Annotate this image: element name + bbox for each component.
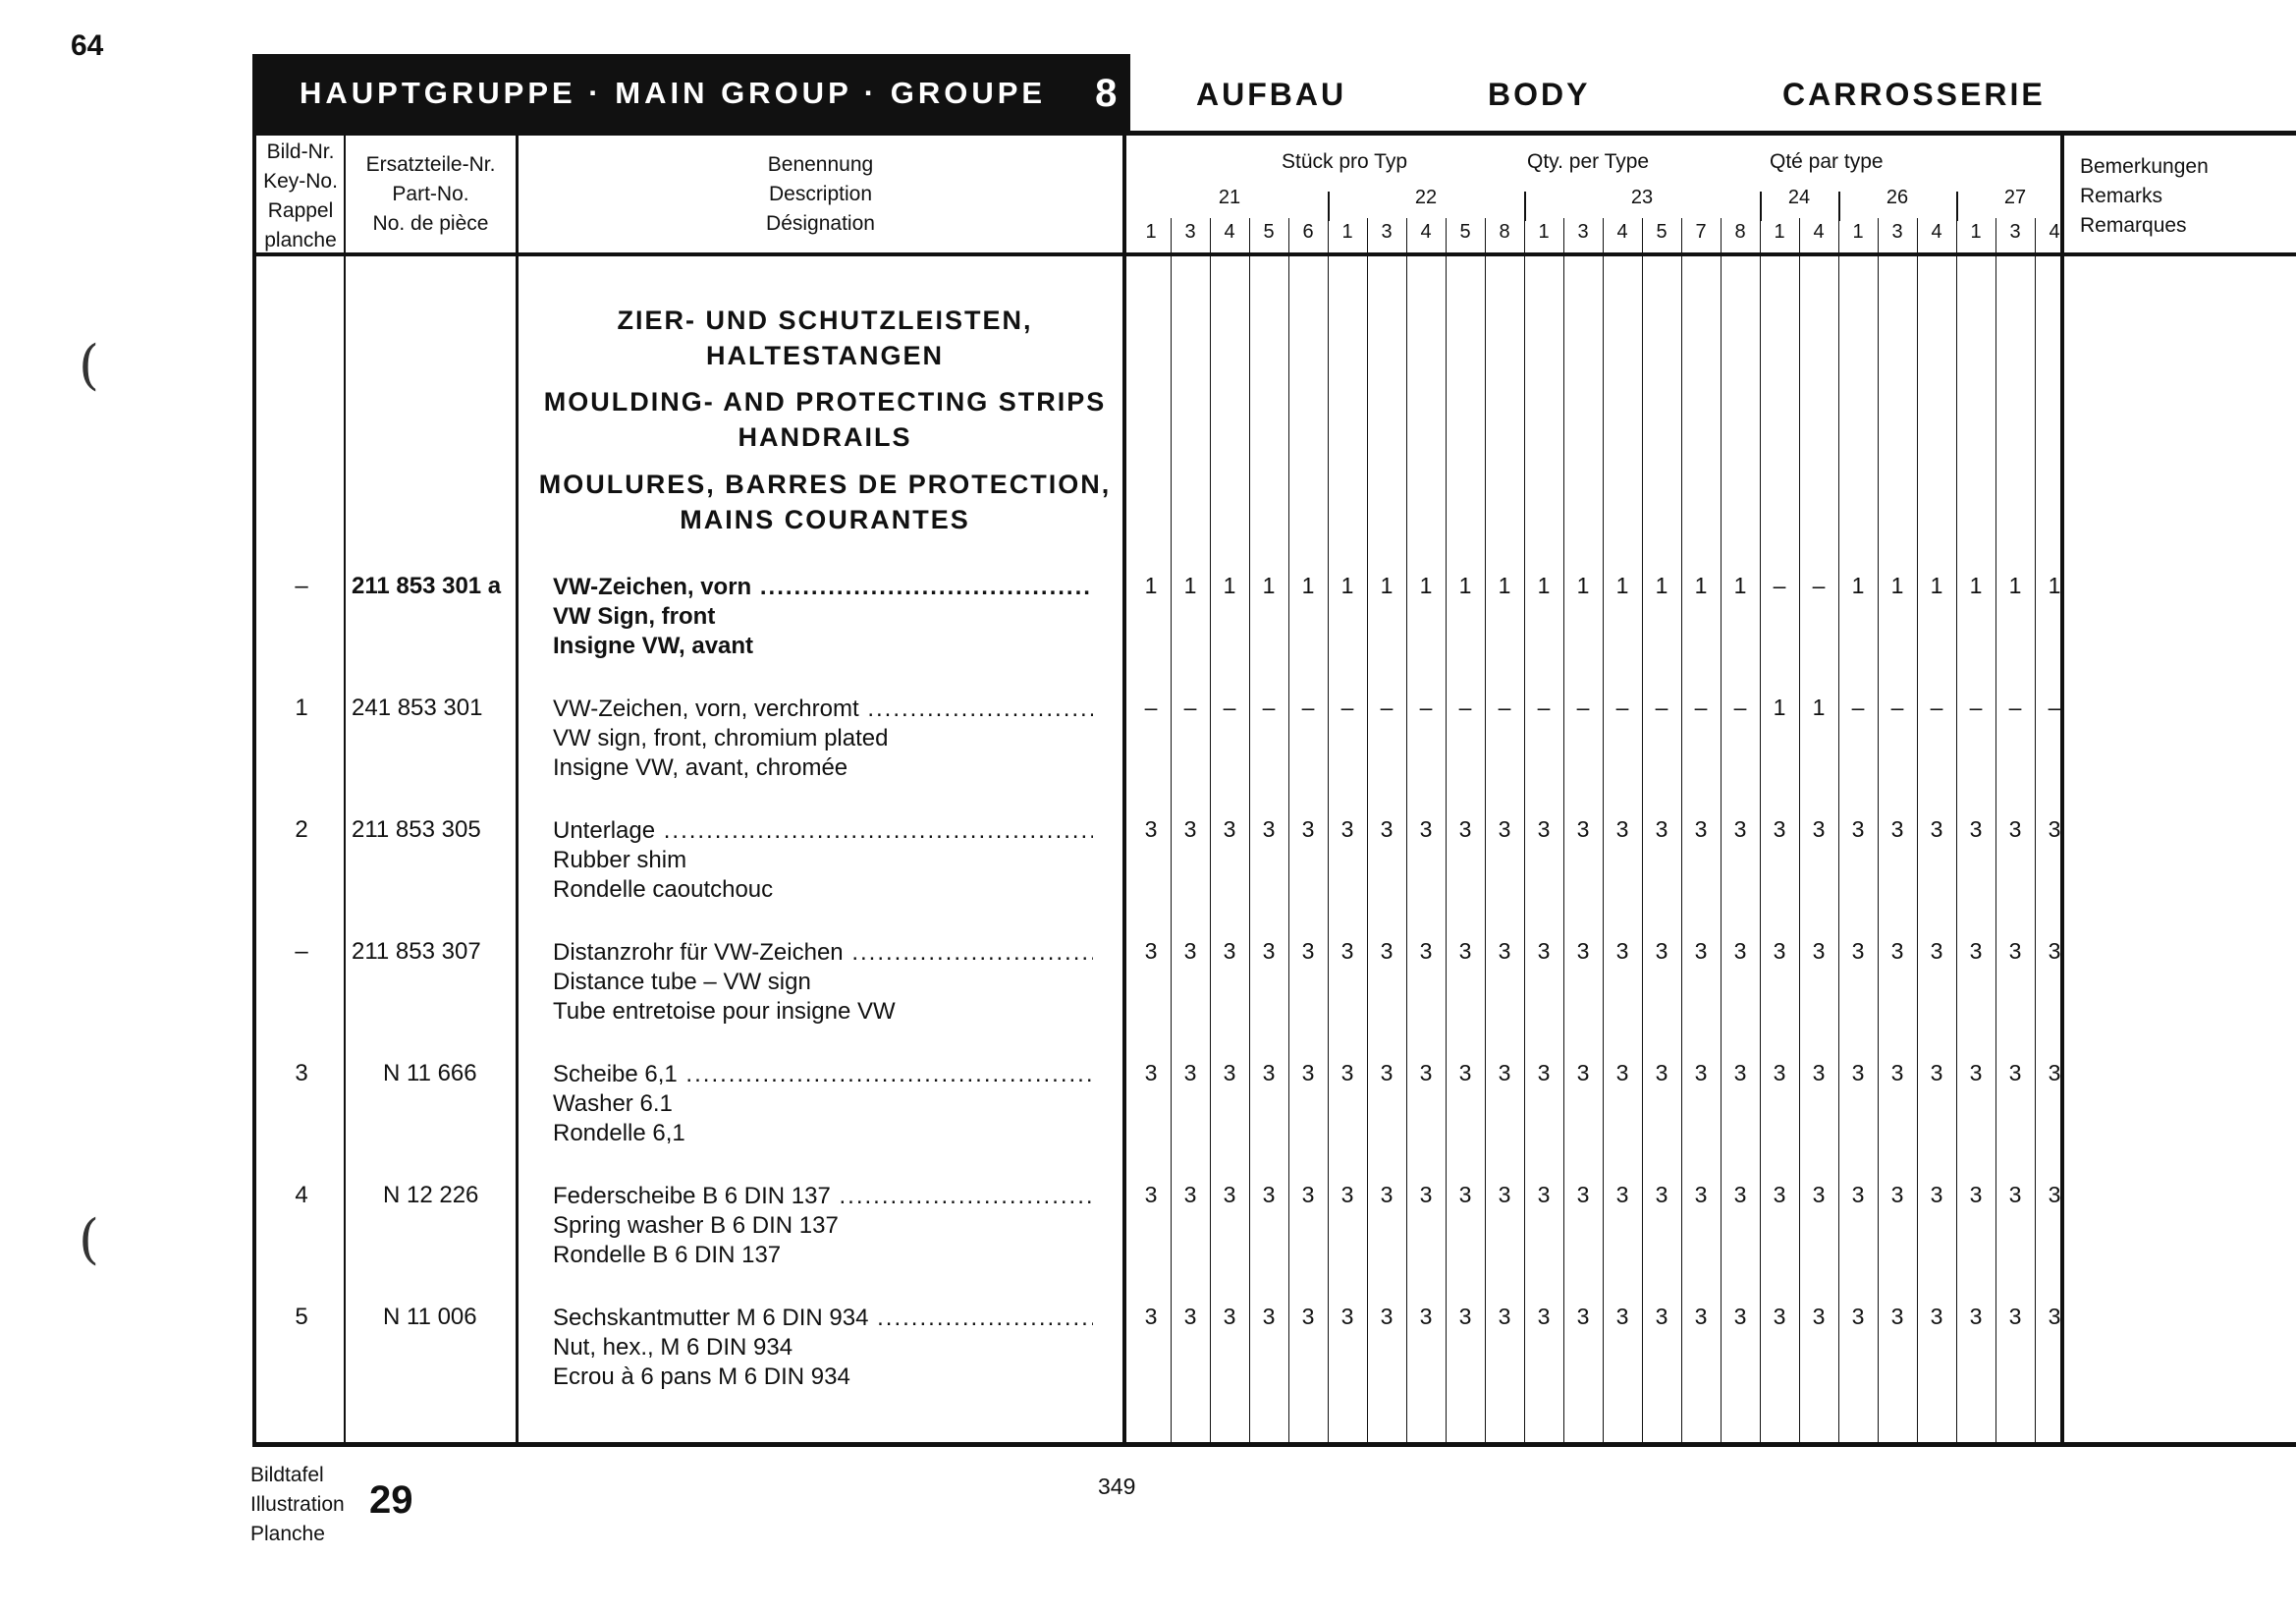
type-sub-label: 5	[1459, 221, 1471, 243]
qty-cell: 3	[1223, 1304, 1236, 1329]
row-key-no: –	[295, 938, 308, 965]
description-de: Distanzrohr für VW-Zeichen .....	[553, 938, 1093, 968]
qty-cell: 3	[2048, 938, 2061, 964]
qty-cell: 3	[1694, 1182, 1708, 1207]
type-sub-label: 1	[1145, 221, 1157, 243]
part-header-en: Part-No.	[392, 183, 469, 205]
qty-cell: 3	[1890, 1304, 1904, 1329]
type-sub-label: 3	[1577, 221, 1589, 243]
description-en: Spring washer B 6 DIN 137	[553, 1212, 839, 1239]
qty-cell: –	[1262, 695, 1276, 720]
qty-cell: 1	[2008, 573, 2022, 598]
qty-cell: 1	[1733, 573, 1747, 598]
qty-cell: –	[1694, 695, 1708, 720]
qty-cell: 1	[1694, 573, 1708, 598]
qty-cell: 3	[1183, 1060, 1197, 1085]
row-description	[553, 816, 1093, 905]
type-group-label: 27	[2003, 187, 2027, 208]
description-de: Sechskantmutter M 6 DIN 934 .....	[553, 1304, 1093, 1333]
qty-cell: 3	[1812, 816, 1826, 842]
type-sub-label: 3	[1381, 221, 1393, 243]
qty-cell: –	[1183, 695, 1197, 720]
plate-number: 29	[369, 1478, 413, 1522]
qty-cell: –	[1655, 695, 1668, 720]
qty-cell: 3	[1419, 938, 1433, 964]
qty-cell: 1	[1851, 573, 1865, 598]
description-fr: Insigne VW, avant, chromée	[553, 754, 848, 781]
description-de: VW-Zeichen, vorn, verchromt .....	[553, 695, 1093, 724]
row-part-no: 211 853 305	[352, 816, 481, 843]
qty-cell: 3	[2048, 816, 2061, 842]
main-group-label: HAUPTGRUPPE · MAIN GROUP · GROUPE	[300, 76, 1047, 110]
type-sub-label: 3	[2009, 221, 2021, 243]
qty-cell: 1	[1419, 573, 1433, 598]
plate-label-de: Bildtafel	[250, 1464, 324, 1486]
type-sub-label: 1	[1970, 221, 1982, 243]
qty-cell: 3	[1733, 938, 1747, 964]
type-sub-label: 3	[1891, 221, 1903, 243]
qty-cell: 3	[1301, 1060, 1315, 1085]
qty-cell: 3	[1851, 938, 1865, 964]
description-fr: Tube entretoise pour insigne VW	[553, 998, 896, 1025]
qty-cell: 3	[1576, 1060, 1590, 1085]
qty-cell: 3	[1890, 1060, 1904, 1085]
qty-cell: –	[1301, 695, 1315, 720]
section-title-de-2: HALTESTANGEN	[706, 341, 944, 370]
type-group-divider	[1328, 192, 1330, 221]
description-fr: Ecrou à 6 pans M 6 DIN 934	[553, 1363, 850, 1390]
qty-cell: 1	[1223, 573, 1236, 598]
type-sub-label: 7	[1695, 221, 1707, 243]
qty-cell: 3	[1615, 1060, 1629, 1085]
qty-cell: –	[1969, 695, 1983, 720]
qty-cell: 3	[1851, 1182, 1865, 1207]
qty-cell: 3	[1969, 1060, 1983, 1085]
qty-cell: 1	[1262, 573, 1276, 598]
row-key-no: 3	[295, 1060, 308, 1086]
qty-cell: 3	[1340, 938, 1354, 964]
qty-cell: 3	[1733, 1304, 1747, 1329]
qty-cell: –	[2008, 695, 2022, 720]
qty-cell: 3	[1458, 1304, 1472, 1329]
qty-cell: 3	[1419, 1060, 1433, 1085]
qty-cell: 3	[1615, 938, 1629, 964]
qty-cell: 3	[1537, 1060, 1551, 1085]
qty-cell: 3	[1223, 938, 1236, 964]
qty-cell: 1	[1773, 695, 1786, 720]
qty-cell: 3	[1183, 1182, 1197, 1207]
key-no-header	[257, 138, 344, 255]
qty-cell: 1	[1458, 573, 1472, 598]
header-rule	[1130, 131, 2296, 136]
punch-hole-mark: (	[79, 334, 100, 396]
qty-cell: 3	[1930, 1182, 1943, 1207]
qty-cell: 3	[1419, 1304, 1433, 1329]
type-sub-label: 4	[2049, 221, 2060, 243]
plate-label-fr: Planche	[250, 1523, 325, 1545]
qty-cell: 3	[1812, 1304, 1826, 1329]
column-divider	[344, 133, 346, 1446]
type-sub-label: 8	[1734, 221, 1746, 243]
main-group-banner	[252, 54, 1130, 133]
qty-cell: 3	[1655, 1060, 1668, 1085]
qty-cell: 3	[1576, 1182, 1590, 1207]
qty-cell: 3	[1576, 816, 1590, 842]
row-description	[553, 938, 1093, 1027]
qty-cell: 1	[1301, 573, 1315, 598]
qty-cell: 3	[1380, 1182, 1394, 1207]
row-key-no: 1	[295, 695, 308, 721]
type-sub-label: 1	[1341, 221, 1353, 243]
qty-header-de: Stück pro Typ	[1282, 150, 1408, 173]
qty-cell: 1	[1576, 573, 1590, 598]
qty-cell: 3	[1223, 1182, 1236, 1207]
description-fr: Rondelle B 6 DIN 137	[553, 1242, 782, 1268]
qty-cell: 3	[1576, 938, 1590, 964]
qty-cell: 1	[1930, 573, 1943, 598]
qty-cell: 3	[1969, 1304, 1983, 1329]
qty-cell: 3	[1144, 816, 1158, 842]
type-group-divider	[1524, 192, 1526, 221]
row-key-no: –	[295, 573, 308, 599]
qty-cell: 3	[1812, 938, 1826, 964]
qty-cell: 3	[1890, 816, 1904, 842]
page-number: 64	[71, 29, 104, 62]
qty-cell: 3	[1576, 1304, 1590, 1329]
section-title-fr-2: MAINS COURANTES	[680, 505, 970, 534]
remarks-header-de: Bemerkungen	[2080, 155, 2209, 178]
qty-cell: 3	[1773, 1060, 1786, 1085]
qty-cell: 3	[1930, 816, 1943, 842]
qty-cell: 3	[1655, 1304, 1668, 1329]
type-sub-label: 1	[1774, 221, 1785, 243]
qty-cell: 3	[1301, 1182, 1315, 1207]
qty-cell: –	[1419, 695, 1433, 720]
qty-cell: 3	[1262, 1304, 1276, 1329]
type-group-divider	[1760, 192, 1762, 221]
plate-labels	[250, 1461, 345, 1549]
qty-cell: 3	[1655, 938, 1668, 964]
qty-cell: 3	[1537, 1182, 1551, 1207]
description-header	[519, 150, 1122, 239]
qty-cell: 3	[1262, 1182, 1276, 1207]
description-de: Federscheibe B 6 DIN 137 .....	[553, 1182, 1093, 1211]
header-bottom-rule	[252, 252, 2296, 256]
row-key-no: 4	[295, 1182, 308, 1208]
section-title-fr-1: MOULURES, BARRES DE PROTECTION,	[538, 470, 1112, 499]
part-no-header	[346, 150, 516, 239]
qty-cell: 3	[1733, 1060, 1747, 1085]
qty-cell: 3	[1694, 1304, 1708, 1329]
qty-cell: 1	[1340, 573, 1354, 598]
qty-cell: 3	[1694, 1060, 1708, 1085]
qty-cell: 3	[1655, 816, 1668, 842]
qty-cell: 3	[2048, 1182, 2061, 1207]
header-rule	[252, 131, 1130, 136]
row-part-no: N 11 666	[383, 1060, 477, 1086]
qty-cell: 3	[1380, 1060, 1394, 1085]
description-fr: Rondelle caoutchouc	[553, 876, 774, 903]
desc-header-fr: Désignation	[766, 212, 875, 235]
part-header-fr: No. de pièce	[372, 212, 489, 235]
key-header-fr-1: Rappel	[267, 199, 334, 222]
qty-cell: 3	[1890, 1182, 1904, 1207]
qty-cell: 3	[1262, 1060, 1276, 1085]
description-en: Nut, hex., M 6 DIN 934	[553, 1334, 793, 1361]
row-description	[553, 573, 1093, 661]
type-group-divider	[1838, 192, 1840, 221]
desc-header-en: Description	[768, 183, 873, 205]
qty-cell: 3	[1851, 1304, 1865, 1329]
qty-cell: 3	[1694, 938, 1708, 964]
description-de: Scheibe 6,1 .....	[553, 1060, 1093, 1089]
table-border	[252, 133, 256, 1446]
qty-cell: –	[1458, 695, 1472, 720]
description-fr: Insigne VW, avant	[553, 633, 754, 659]
type-group-label: 21	[1218, 187, 1241, 208]
row-description	[553, 1060, 1093, 1148]
qty-cell: 1	[1498, 573, 1511, 598]
qty-cell: 3	[1537, 816, 1551, 842]
row-part-no: 211 853 307	[352, 938, 481, 965]
qty-cell: –	[1144, 695, 1158, 720]
qty-cell: –	[1851, 695, 1865, 720]
remarks-header-fr: Remarques	[2080, 214, 2187, 237]
row-description	[553, 695, 1093, 783]
qty-cell: 1	[1183, 573, 1197, 598]
center-page-number: 349	[1098, 1474, 1136, 1499]
qty-cell: 3	[1223, 816, 1236, 842]
qty-cell: 1	[2048, 573, 2061, 598]
column-divider	[2060, 133, 2064, 1446]
type-group-label: 23	[1630, 187, 1654, 208]
qty-cell: 3	[1615, 1304, 1629, 1329]
row-part-no: N 12 226	[383, 1182, 479, 1208]
type-sub-label: 5	[1656, 221, 1667, 243]
remarks-header	[2080, 152, 2209, 241]
qty-cell: 3	[1733, 816, 1747, 842]
section-title-en-2: HANDRAILS	[738, 422, 912, 452]
qty-cell: 3	[1890, 938, 1904, 964]
qty-cell: 3	[1419, 816, 1433, 842]
type-sub-label: 8	[1499, 221, 1510, 243]
qty-cell: 3	[1498, 816, 1511, 842]
qty-cell: 1	[1969, 573, 1983, 598]
type-sub-label: 4	[1420, 221, 1432, 243]
qty-cell: 3	[1458, 816, 1472, 842]
qty-cell: –	[1733, 695, 1747, 720]
description-de: Unterlage .....	[553, 816, 1093, 846]
qty-cell: 3	[1144, 1060, 1158, 1085]
qty-cell: –	[2048, 695, 2061, 720]
column-divider	[516, 133, 519, 1446]
row-part-no: N 11 006	[383, 1304, 477, 1330]
table-bottom-rule	[252, 1442, 2296, 1447]
qty-cell: 3	[2008, 1182, 2022, 1207]
qty-cell: 1	[1537, 573, 1551, 598]
qty-cell: 3	[1969, 1182, 1983, 1207]
description-en: Washer 6.1	[553, 1090, 673, 1117]
qty-cell: 3	[1773, 816, 1786, 842]
punch-hole-mark: (	[79, 1208, 100, 1270]
qty-cell: 3	[1812, 1182, 1826, 1207]
qty-cell: 3	[2048, 1060, 2061, 1085]
qty-cell: 3	[1301, 938, 1315, 964]
qty-cell: 3	[1537, 1304, 1551, 1329]
type-group-label: 22	[1414, 187, 1438, 208]
qty-cell: 3	[2048, 1304, 2061, 1329]
qty-cell: 3	[1498, 938, 1511, 964]
qty-cell: 3	[1144, 938, 1158, 964]
row-part-no: 211 853 301 a	[352, 573, 502, 599]
qty-cell: –	[1812, 573, 1826, 598]
qty-cell: –	[1380, 695, 1394, 720]
qty-cell: 3	[1458, 938, 1472, 964]
qty-cell: 3	[1969, 938, 1983, 964]
qty-cell: –	[1340, 695, 1354, 720]
type-sub-label: 4	[1616, 221, 1628, 243]
part-header-de: Ersatzteile-Nr.	[365, 153, 496, 176]
qty-cell: 3	[1340, 1060, 1354, 1085]
qty-cell: 3	[1183, 1304, 1197, 1329]
type-sub-label: 4	[1931, 221, 1942, 243]
type-group-label: 26	[1886, 187, 1909, 208]
qty-cell: –	[1615, 695, 1629, 720]
qty-cell: 3	[1183, 816, 1197, 842]
description-en: VW sign, front, chromium plated	[553, 725, 889, 751]
type-sub-label: 3	[1184, 221, 1196, 243]
qty-cell: 3	[1930, 938, 1943, 964]
qty-cell: 3	[1694, 816, 1708, 842]
qty-cell: 3	[1498, 1060, 1511, 1085]
qty-cell: 3	[1930, 1060, 1943, 1085]
qty-cell: 1	[1812, 695, 1826, 720]
type-group-label: 24	[1787, 187, 1811, 208]
remarks-header-en: Remarks	[2080, 185, 2163, 207]
qty-cell: 3	[1458, 1182, 1472, 1207]
qty-cell: –	[1576, 695, 1590, 720]
qty-cell: 3	[2008, 816, 2022, 842]
qty-cell: 3	[1144, 1182, 1158, 1207]
row-key-no: 2	[295, 816, 308, 843]
qty-cell: 3	[1301, 1304, 1315, 1329]
row-description	[553, 1182, 1093, 1270]
qty-cell: 1	[1890, 573, 1904, 598]
description-de: VW-Zeichen, vorn .....	[553, 573, 1093, 602]
row-part-no: 241 853 301	[352, 695, 483, 721]
qty-cell: 1	[1144, 573, 1158, 598]
group-number: 8	[1095, 71, 1121, 115]
qty-cell: 3	[1773, 1182, 1786, 1207]
qty-cell: –	[1223, 695, 1236, 720]
qty-cell: 1	[1615, 573, 1629, 598]
type-sub-label: 4	[1813, 221, 1825, 243]
qty-cell: –	[1890, 695, 1904, 720]
type-group-divider	[1956, 192, 1958, 221]
qty-cell: 3	[1615, 816, 1629, 842]
qty-cell: 3	[1301, 816, 1315, 842]
qty-cell: 1	[1655, 573, 1668, 598]
qty-cell: –	[1498, 695, 1511, 720]
group-title-de: AUFBAU	[1196, 77, 1347, 112]
description-fr: Rondelle 6,1	[553, 1120, 685, 1146]
qty-cell: 3	[1380, 816, 1394, 842]
qty-cell: 3	[1380, 1304, 1394, 1329]
desc-header-de: Benennung	[767, 153, 874, 176]
qty-cell: 3	[1498, 1182, 1511, 1207]
type-sub-label: 4	[1224, 221, 1235, 243]
qty-cell: 3	[1655, 1182, 1668, 1207]
qty-cell: 3	[1183, 938, 1197, 964]
type-sub-label: 1	[1852, 221, 1864, 243]
qty-cell: 3	[1340, 1304, 1354, 1329]
type-sub-label: 1	[1538, 221, 1550, 243]
qty-cell: –	[1537, 695, 1551, 720]
section-title-de-1: ZIER- UND SCHUTZLEISTEN,	[617, 306, 1033, 335]
qty-cell: 3	[1773, 938, 1786, 964]
type-sub-label: 6	[1302, 221, 1314, 243]
group-title-fr: CARROSSERIE	[1782, 77, 2046, 112]
type-sub-label: 5	[1263, 221, 1275, 243]
row-description	[553, 1304, 1093, 1392]
qty-cell: 3	[1537, 938, 1551, 964]
qty-cell: –	[1773, 573, 1786, 598]
key-header-en: Key-No.	[263, 170, 338, 193]
qty-header-fr: Qté par type	[1770, 150, 1884, 173]
qty-cell: 3	[1223, 1060, 1236, 1085]
qty-cell: 3	[1773, 1304, 1786, 1329]
qty-cell: 3	[2008, 938, 2022, 964]
description-en: Rubber shim	[553, 847, 687, 873]
qty-header-en: Qty. per Type	[1527, 150, 1650, 173]
qty-cell: 3	[1419, 1182, 1433, 1207]
qty-cell: 3	[2008, 1060, 2022, 1085]
qty-cell: 3	[2008, 1304, 2022, 1329]
qty-cell: 3	[1615, 1182, 1629, 1207]
group-title-en: BODY	[1488, 77, 1591, 112]
plate-label-en: Illustration	[250, 1493, 345, 1516]
qty-cell: –	[1930, 695, 1943, 720]
qty-cell: 3	[1498, 1304, 1511, 1329]
qty-cell: 3	[1262, 816, 1276, 842]
key-header-fr-2: planche	[264, 229, 337, 251]
qty-cell: 3	[1262, 938, 1276, 964]
qty-cell: 3	[1380, 938, 1394, 964]
qty-cell: 3	[1812, 1060, 1826, 1085]
qty-cell: 3	[1340, 816, 1354, 842]
qty-cell: 3	[1733, 1182, 1747, 1207]
description-en: Distance tube – VW sign	[553, 969, 811, 995]
qty-cell: 3	[1458, 1060, 1472, 1085]
qty-cell: 3	[1851, 1060, 1865, 1085]
description-en: VW Sign, front	[553, 603, 716, 630]
qty-cell: 3	[1144, 1304, 1158, 1329]
qty-cell: 3	[1340, 1182, 1354, 1207]
row-key-no: 5	[295, 1304, 308, 1330]
qty-cell: 1	[1380, 573, 1394, 598]
section-title-en-1: MOULDING- AND PROTECTING STRIPS	[543, 387, 1107, 417]
qty-cell: 3	[1969, 816, 1983, 842]
key-header-de: Bild-Nr.	[266, 140, 335, 163]
qty-cell: 3	[1851, 816, 1865, 842]
qty-cell: 3	[1930, 1304, 1943, 1329]
